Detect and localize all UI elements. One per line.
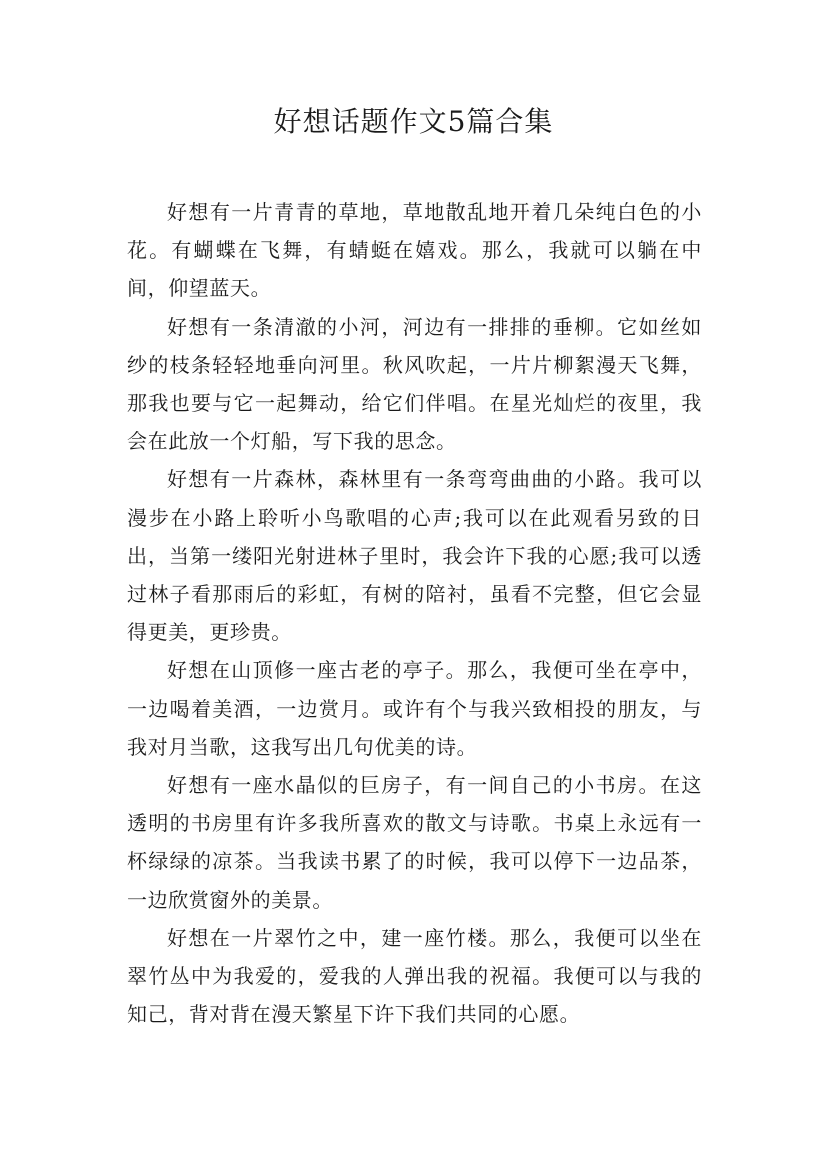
document-body (127, 193, 702, 1033)
paragraph-bamboo-house: 好想在一片翠竹之中，建一座竹楼。那么，我便可以坐在翠竹丛中为我爱的，爱我的人弹出我的祝福。我便可以与我的知己，背对背在漫天繁星下许下我们共同的心愿。 (127, 925, 702, 1027)
document-title: 好想话题作文5篇合集 (273, 105, 554, 138)
paragraph-pavilion: 好想在山顶修一座古老的亭子。那么，我便可坐在亭中，一边喝着美酒，一边赏月。或许有个与我兴致相投的朋友，与我对月当歌，这我写出几句优美的诗。 (127, 658, 702, 759)
paragraph-forest: 好想有一片森林，森林里有一条弯弯曲曲的小路。我可以漫步在小路上聆听小鸟歌唱的心声;我可以在此观看另致的日出，当第一缕阳光射进林子里时，我会许下我的心愿;我可以透过林子看那雨后的彩虹，有树的陪衬，虽看不完整，但它会显得更美，更珍贵。 (127, 467, 702, 645)
paragraph-grassland: 好想有一片青青的草地，草地散乱地开着几朵纯白色的小花。有蝴蝶在飞舞，有蜻蜓在嬉戏。那么，我就可以躺在中间，仰望蓝天。 (127, 200, 702, 301)
paragraph-river: 好想有一条清澈的小河，河边有一排排的垂柳。它如丝如纱的枝条轻轻地垂向河里。秋风吹起，一片片柳絮漫天飞舞，那我也要与它一起舞动，给它们伴唱。在星光灿烂的夜里，我会在此放一个灯船，写下我的思念。 (127, 314, 702, 454)
paragraph-crystal-house: 好想有一座水晶似的巨房子，有一间自己的小书房。在这透明的书房里有许多我所喜欢的散文与诗歌。书桌上永远有一杯绿绿的凉茶。当我读书累了的时候，我可以停下一边品茶，一边欣赏窗外的美景。 (127, 773, 702, 912)
